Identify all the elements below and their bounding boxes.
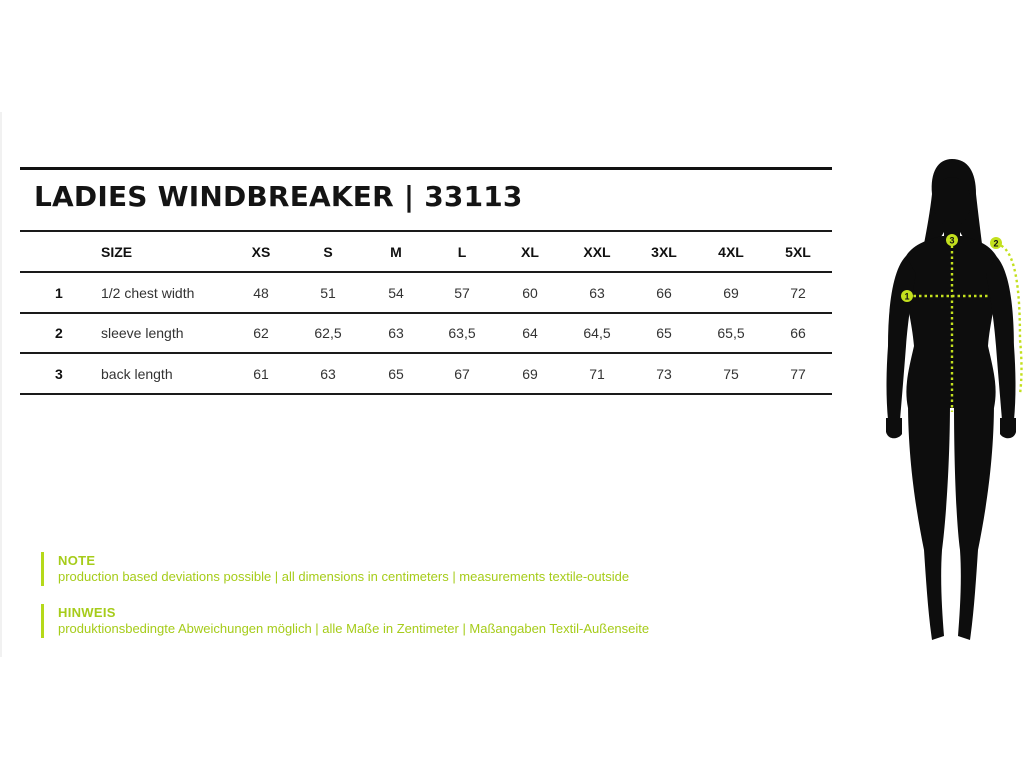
title-top-rule — [20, 167, 832, 170]
row-index: 2 — [55, 325, 63, 341]
size-header-4xl: 4XL — [718, 244, 744, 260]
table-cell: 69 — [723, 285, 739, 301]
size-header-s: S — [323, 244, 333, 260]
table-bottom-rule — [20, 393, 832, 395]
marker-3-label: 3 — [949, 235, 955, 246]
body-measurement-figure — [876, 150, 1024, 650]
size-header-xl: XL — [521, 244, 539, 260]
size-header-xs: XS — [251, 244, 271, 260]
header-top-rule — [20, 230, 832, 232]
marker-1-label: 1 — [904, 291, 910, 302]
hinweis-text: produktionsbedingte Abweichungen möglich | alle Maße in Zentimeter | Maßangaben Textil-Außenseite — [58, 621, 650, 636]
note-accent-bar — [41, 552, 44, 586]
table-cell: 54 — [388, 285, 404, 301]
table-cell: 64 — [522, 325, 538, 341]
row-index: 3 — [55, 366, 63, 382]
table-cell: 63 — [589, 285, 605, 301]
table-cell: 51 — [320, 285, 336, 301]
table-cell: 72 — [790, 285, 806, 301]
size-column-header: SIZE — [101, 244, 133, 260]
note-text: production based deviations possible | all dimensions in centimeters | measurements textile-outside — [58, 569, 630, 584]
table-cell: 65 — [656, 325, 672, 341]
row-divider — [20, 352, 832, 354]
size-header-m: M — [390, 244, 402, 260]
table-cell: 77 — [790, 366, 806, 382]
table-cell: 63,5 — [448, 325, 476, 341]
row-divider — [20, 312, 832, 314]
table-cell: 75 — [723, 366, 739, 382]
table-cell: 60 — [522, 285, 538, 301]
size-header-l: L — [457, 244, 467, 260]
table-cell: 62,5 — [314, 325, 342, 341]
marker-2-label: 2 — [993, 238, 999, 249]
hinweis-accent-bar — [41, 604, 44, 638]
table-cell: 66 — [790, 325, 806, 341]
table-cell: 63 — [320, 366, 336, 382]
row-label-sleeve-length: sleeve length — [101, 325, 184, 341]
row-label-chest-width: 1/2 chest width — [101, 285, 195, 301]
sheet-edge — [0, 112, 2, 657]
table-cell: 67 — [454, 366, 470, 382]
table-cell: 64,5 — [583, 325, 611, 341]
table-cell: 63 — [388, 325, 404, 341]
table-cell: 57 — [454, 285, 470, 301]
table-cell: 71 — [589, 366, 605, 382]
row-index: 1 — [55, 285, 63, 301]
page-title: LADIES WINDBREAKER | 33113 — [34, 180, 523, 213]
table-cell: 48 — [253, 285, 269, 301]
size-header-xxl: XXL — [583, 244, 611, 260]
row-label-back-length: back length — [101, 366, 173, 382]
table-cell: 73 — [656, 366, 672, 382]
table-cell: 66 — [656, 285, 672, 301]
header-bottom-rule — [20, 271, 832, 273]
table-cell: 62 — [253, 325, 269, 341]
table-cell: 69 — [522, 366, 538, 382]
size-header-3xl: 3XL — [651, 244, 677, 260]
size-header-5xl: 5XL — [785, 244, 811, 260]
table-cell: 61 — [253, 366, 269, 382]
note-heading: NOTE — [58, 553, 96, 568]
table-cell: 65 — [388, 366, 404, 382]
table-cell: 65,5 — [717, 325, 745, 341]
hinweis-heading: HINWEIS — [58, 605, 116, 620]
